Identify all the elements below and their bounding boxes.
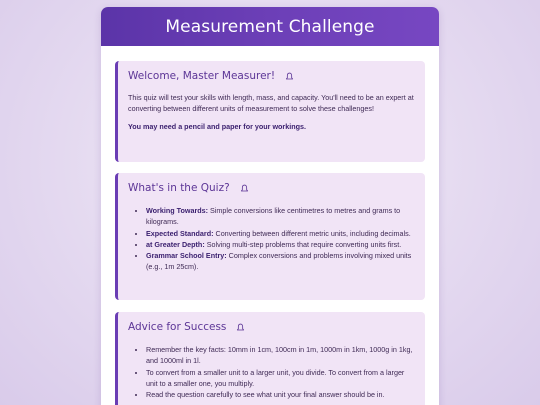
bell-icon xyxy=(240,184,249,193)
list-item xyxy=(146,228,415,239)
level-description: Converting between different metric units, including decimals. xyxy=(213,228,411,238)
list-item xyxy=(146,239,415,250)
level-description: Complex conversions and problems involving mixed units (e.g., 1m 25cm). xyxy=(146,251,412,272)
list-item xyxy=(146,250,415,273)
advice-section-title: Advice for Success xyxy=(128,321,227,333)
level-description: Solving multi-step problems that require converting units first. xyxy=(204,239,402,249)
list-item: • To convert from a smaller unit to a larger unit, you divide. To convert from a larger unit to a smaller one, you multiply. xyxy=(146,367,415,390)
quiz-contents-title: What's in the Quiz? xyxy=(128,182,230,194)
advice-section-header xyxy=(128,321,415,333)
level-description: Simple conversions like centimetres to metres and grams to kilograms. xyxy=(146,206,401,227)
list-item xyxy=(146,205,415,228)
quiz-card xyxy=(101,7,439,405)
quiz-header xyxy=(101,7,439,46)
quiz-contents-section xyxy=(115,173,425,300)
level-term: Grammar School Entry: xyxy=(146,251,227,261)
level-term: Working Towards: xyxy=(146,206,209,215)
level-term: Expected Standard: xyxy=(146,228,214,238)
bell-icon xyxy=(285,72,294,81)
intro-description: This quiz will test your skills with length, mass, and capacity. You'll need to be an expert at converting between different units of measurement to solve these challenges! xyxy=(128,93,414,113)
advice-section xyxy=(115,312,425,405)
intro-section-title: Welcome, Master Measurer! xyxy=(128,70,276,82)
list-item: • Remember the key facts: 10mm in 1cm, 100cm in 1m, 1000m in 1km, 1000g in 1kg, and 1000ml in 1l. xyxy=(146,344,415,367)
page-title: Measurement Challenge xyxy=(165,16,375,37)
intro-section-header xyxy=(128,70,415,82)
level-term: at Greater Depth: xyxy=(146,239,205,249)
advice-list xyxy=(128,344,415,400)
quiz-levels-list xyxy=(128,205,415,273)
intro-section xyxy=(115,61,425,162)
quiz-contents-header xyxy=(128,182,415,194)
bell-icon xyxy=(236,323,245,332)
intro-note: You may need a pencil and paper for your workings. xyxy=(128,121,306,131)
list-item: • Read the question carefully to see what unit your final answer should be in. xyxy=(146,389,415,400)
